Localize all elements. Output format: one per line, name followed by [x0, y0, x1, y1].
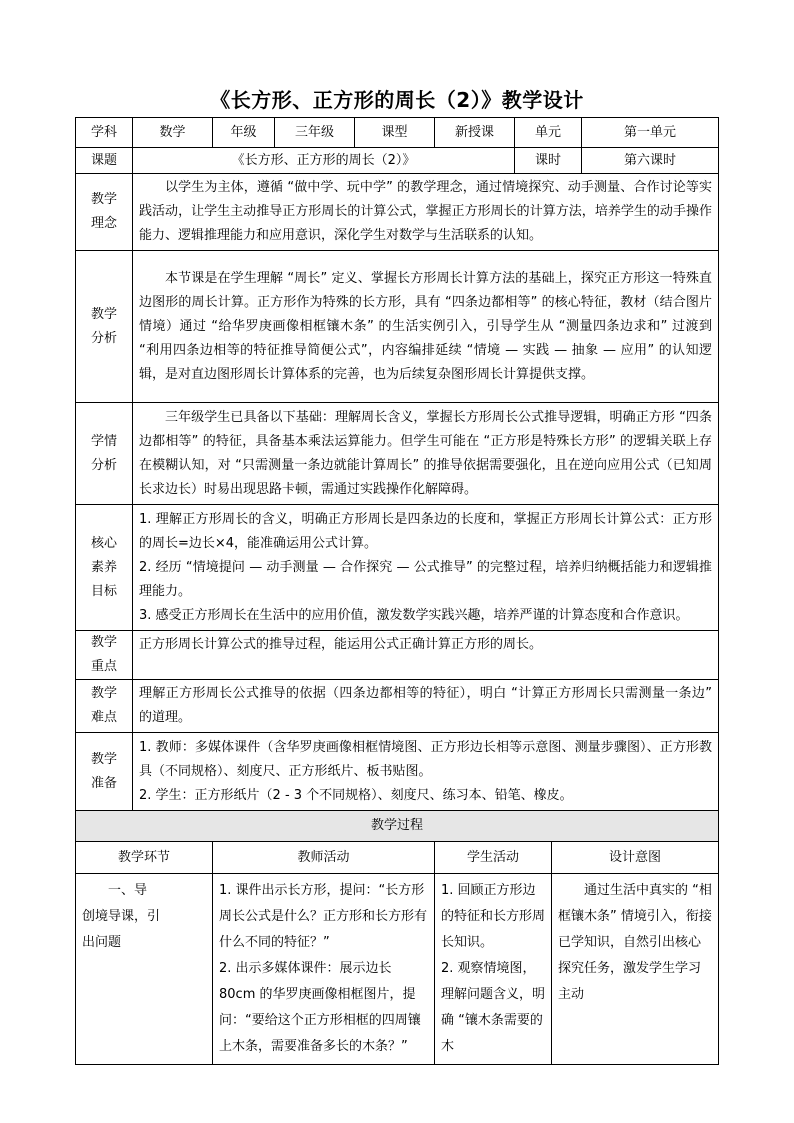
goal-item: 1. 理解正方形周长的含义，明确正方形周长是四条边的长度和，掌握正方形周长计算公式：正方形的周长=边长×4，能准确运用公式计算。 [139, 511, 713, 551]
period-value: 第六课时 [582, 148, 719, 174]
goal-item: 2. 经历 “情境提问 — 动手测量 — 合作探究 — 公式推导” 的完整过程，培养归纳概括能力和逻辑推理能力。 [139, 559, 713, 599]
section-label-analysis: 教学 分析 [76, 251, 133, 403]
section-text-concept: 以学生为主体，遵循 “做中学、玩中学” 的教学理念，通过情境探究、动手测量、合作讨论等实践活动，让学生主动推导正方形周长的计算公式，掌握正方形周长的计算方法，培养学生的动手操作能力、逻辑推理能力和应用意识，深化学生对数学与生活联系的认知。 [133, 174, 719, 251]
process-heading: 教学过程 [76, 811, 719, 842]
goal-item: 3. 感受正方形周长在生活中的应用价值，激发数学实践兴趣，培养严谨的计算态度和合作意识。 [139, 607, 689, 623]
topic-label: 课题 [76, 148, 133, 174]
process-col-student: 学生活动 [435, 842, 552, 874]
lesson-plan-table [75, 117, 719, 1065]
period-label: 课时 [515, 148, 582, 174]
key-point-text: 正方形周长计算公式的推导过程，能运用公式正确计算正方形的周长。 [133, 631, 719, 680]
difficulty-label: 教学 难点 [76, 680, 133, 733]
section-text-analysis: 本节课是在学生理解 “周长” 定义、掌握长方形周长计算方法的基础上，探究正方形这一特殊直边图形的周长计算。正方形作为特殊的长方形，具有 “四条边都相等” 的核心特征，教材（结合图片情境）通过 “给华罗庚画像相框镶木条” 的生活实例引入，引导学生从 “测量四条边求和” 过渡到 “利用四条边相等的特征推导简便公式”，内容编排延续 “情境 — 实践 — 抽象 — 应用” 的认知逻辑，是对直边图形周长计算体系的完善，也为后续复杂图形周长计算提供支撑。 [133, 251, 719, 403]
process-stage: 一、导 创境导课，引 出问题 [76, 874, 213, 1065]
prep-list [133, 733, 719, 811]
process-student: 1. 回顾正方形边的特征和长方形周长知识。 2. 观察情境图，理解问题含义，明确 “镶木条需要的木 [435, 874, 552, 1065]
section-label-students: 学情 分析 [76, 403, 133, 505]
topic-value: 《长方形、正方形的周长（2）》 [133, 148, 515, 174]
grade-value: 三年级 [275, 118, 355, 148]
goals-label: 核心 素养 目标 [76, 505, 133, 631]
process-col-intent: 设计意图 [552, 842, 719, 874]
unit-value: 第一单元 [582, 118, 719, 148]
process-intent: 通过生活中真实的 “相框镶木条” 情境引入，衔接已学知识，自然引出核心探究任务，激发学生学习主动 [552, 874, 719, 1065]
process-teacher: 1. 课件出示长方形，提问：“长方形周长公式是什么？正方形和长方形有什么不同的特征？” 2. 出示多媒体课件：展示边长 80cm 的华罗庚画像相框图片，提问：“要给这个正方形相框的四周镶上木条，需要准备多长的木条？” [213, 874, 435, 1065]
prep-item: 1. 教师：多媒体课件（含华罗庚画像相框情境图、正方形边长相等示意图、测量步骤图）、正方形教具（不同规格）、刻度尺、正方形纸片、板书贴图。 [139, 739, 713, 779]
type-label: 课型 [355, 118, 435, 148]
type-value: 新授课 [435, 118, 515, 148]
process-col-teacher: 教师活动 [213, 842, 435, 874]
prep-item: 2. 学生：正方形纸片（2 - 3 个不同规格）、刻度尺、练习本、铅笔、橡皮。 [139, 787, 573, 803]
subject-value: 数学 [133, 118, 213, 148]
unit-label: 单元 [515, 118, 582, 148]
prep-label: 教学 准备 [76, 733, 133, 811]
section-label-concept: 教学 理念 [76, 174, 133, 251]
goals-list [133, 505, 719, 631]
grade-label: 年级 [213, 118, 275, 148]
subject-label: 学科 [76, 118, 133, 148]
section-text-students: 三年级学生已具备以下基础：理解周长含义，掌握长方形周长公式推导逻辑，明确正方形 “四条边都相等” 的特征，具备基本乘法运算能力。但学生可能在 “正方形是特殊长方形” 的逻辑关联上存在模糊认知，对 “只需测量一条边就能计算周长” 的推导依据需要强化，且在逆向应用公式（已知周长求边长）时易出现思路卡顿，需通过实践操作化解障碍。 [133, 403, 719, 505]
document-title: 《长方形、正方形的周长（2）》教学设计 [210, 88, 584, 112]
key-point-label: 教学 重点 [76, 631, 133, 680]
difficulty-text: 理解正方形周长公式推导的依据（四条边都相等的特征），明白 “计算正方形周长只需测量一条边” 的道理。 [133, 680, 719, 733]
process-col-stage: 教学环节 [76, 842, 213, 874]
